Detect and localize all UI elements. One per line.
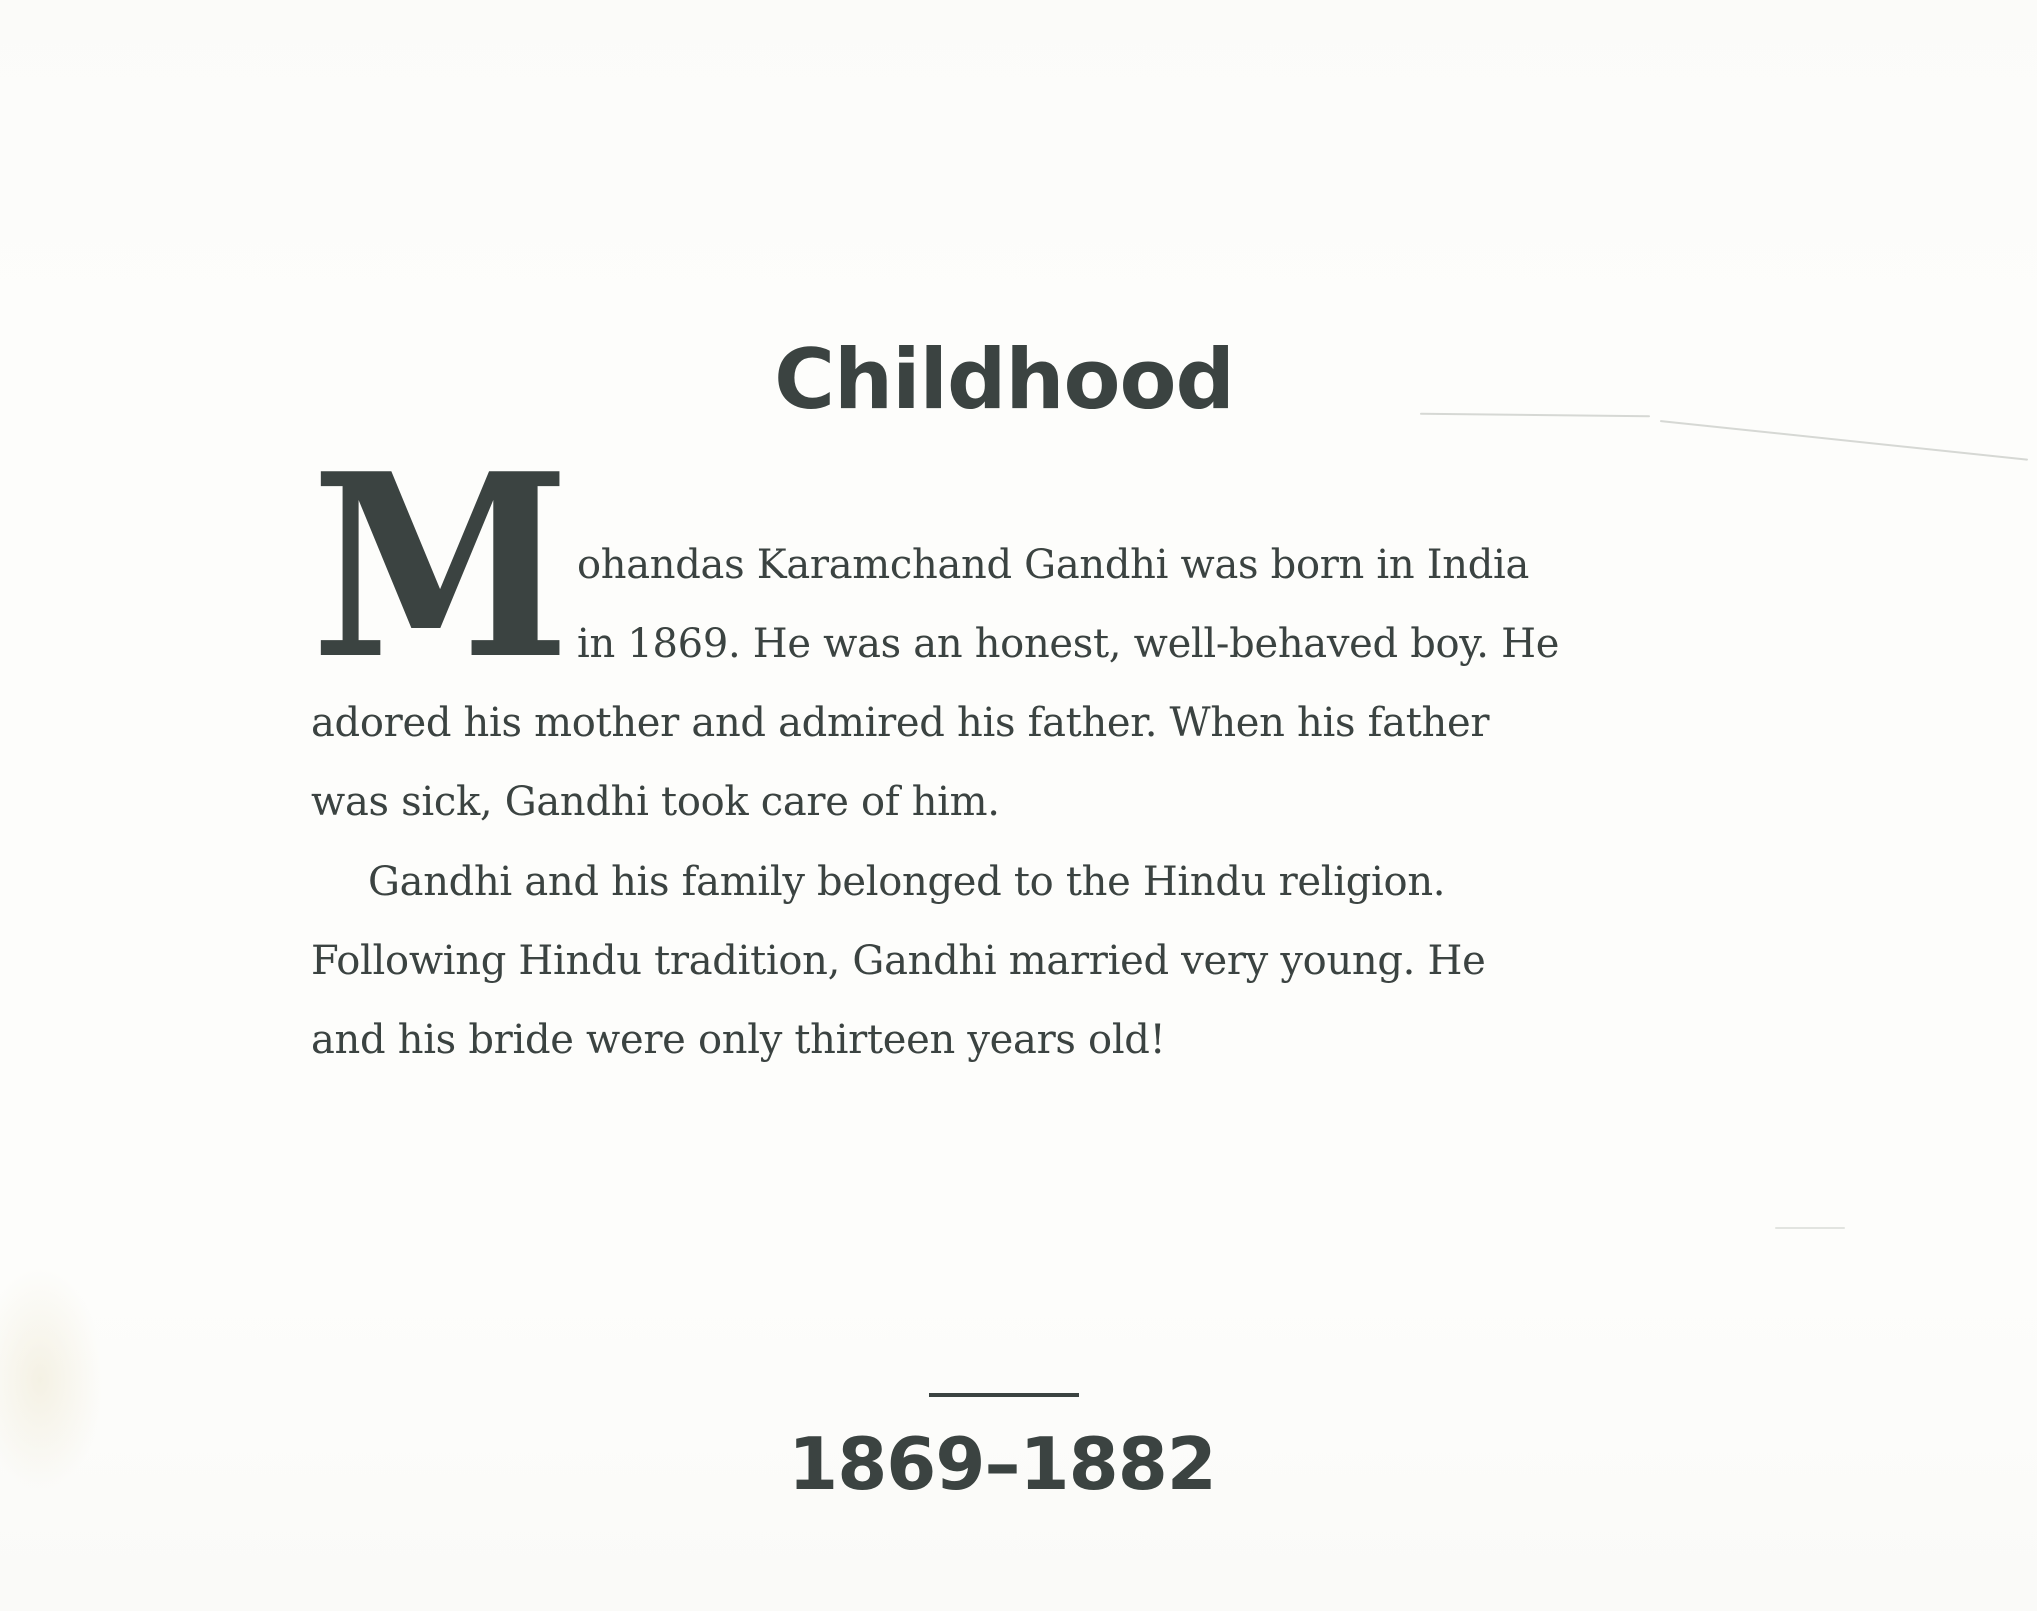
paragraph-line: adored his mother and admired his father. When his father [311, 700, 1490, 746]
page-title: Childhood [774, 331, 1234, 428]
divider-rule [929, 1393, 1079, 1397]
paragraph-line: Gandhi and his family belonged to the Hindu religion. [368, 859, 1446, 905]
paragraph-line: ohandas Karamchand Gandhi was born in India [577, 542, 1530, 588]
paragraph-line: was sick, Gandhi took care of him. [311, 779, 1000, 825]
paragraph-line: Following Hindu tradition, Gandhi married very young. He [311, 938, 1486, 984]
date-range: 1869–1882 [788, 1422, 1216, 1506]
drop-cap: M [311, 419, 571, 715]
paragraph-line: in 1869. He was an honest, well-behaved boy. He [577, 621, 1560, 667]
scan-mark [1660, 420, 2028, 461]
scan-mark [1775, 1227, 1845, 1229]
paragraph-line: and his bride were only thirteen years old! [311, 1017, 1166, 1063]
